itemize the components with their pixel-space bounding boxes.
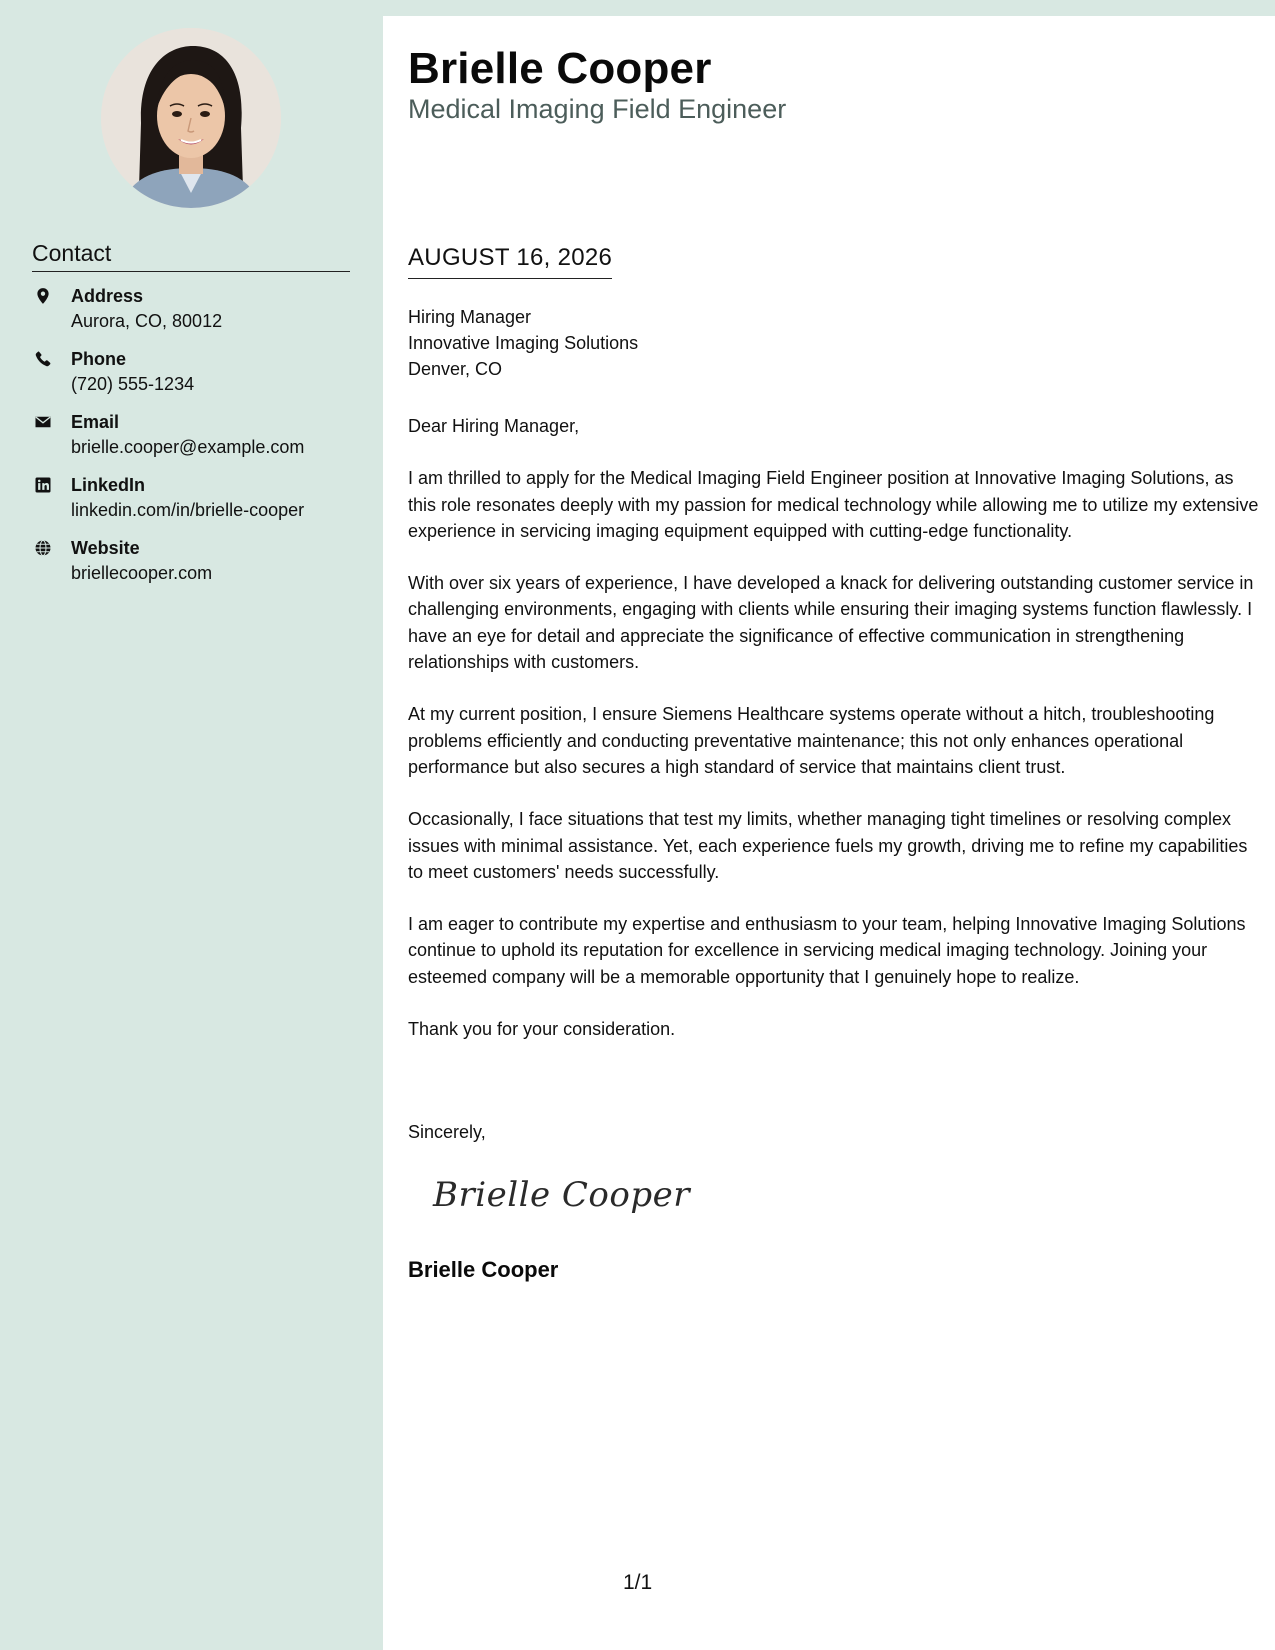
salutation: Dear Hiring Manager, <box>408 416 580 436</box>
body-paragraph: With over six years of experience, I have developed a knack for delivering outstanding customer service in challenging environments, engaging with clients while ensuring their imaging systems function flawlessly. I have an eye for detail and appreciate the significance of effective communication in strengthening relationships with customers. <box>408 573 1254 673</box>
job-title: Medical Imaging Field Engineer <box>408 94 787 124</box>
contact-label: Phone <box>71 349 127 369</box>
avatar <box>101 28 281 208</box>
sidebar <box>0 0 383 1650</box>
signer-name: Brielle Cooper <box>408 1257 559 1282</box>
letter-date: AUGUST 16, 2026 <box>408 244 612 279</box>
envelope-icon <box>34 413 52 431</box>
contact-item-linkedin <box>32 473 372 536</box>
globe-icon <box>34 539 52 557</box>
recipient-company: Innovative Imaging Solutions <box>408 333 639 353</box>
address-value: Aurora, CO, 80012 <box>71 311 223 331</box>
recipient-name: Hiring Manager <box>408 307 532 327</box>
body-paragraph: Thank you for your consideration. <box>408 1019 676 1040</box>
contact-label: LinkedIn <box>71 475 146 495</box>
letter-body <box>408 413 1263 1068</box>
applicant-name: Brielle Cooper <box>408 44 712 93</box>
body-paragraph: I am thrilled to apply for the Medical Imaging Field Engineer position at Innovative Imaging Solutions, as this role resonates deeply with my passion for medical technology while allowing me to utilize my extensive experience in servicing imaging equipment equipped with cutting-edge functionality. <box>408 468 1259 541</box>
contact-item-address <box>32 284 372 347</box>
closing: Sincerely, <box>408 1122 486 1142</box>
recipient-location: Denver, CO <box>408 359 503 379</box>
profile-photo <box>101 28 281 208</box>
letter-page <box>383 16 1275 1650</box>
recipient-block <box>408 304 638 382</box>
body-paragraph: Occasionally, I face situations that test my limits, whether managing tight timelines or resolving complex issues with minimal assistance. Yet, each experience fuels my growth, driving me to refine my capabilities to meet customers' needs successfully. <box>408 809 1248 882</box>
email-link[interactable]: brielle.cooper@example.com <box>71 437 305 457</box>
phone-icon <box>34 350 52 368</box>
linkedin-icon <box>34 476 52 494</box>
body-paragraph: I am eager to contribute my expertise and enthusiasm to your team, helping Innovative Imaging Solutions continue to uphold its reputation for excellence in servicing medical imaging technology. Joining your esteemed company will be a memorable opportunity that I genuinely hope to realize. <box>408 914 1246 987</box>
contact-label: Website <box>71 538 140 558</box>
contact-label: Email <box>71 412 120 432</box>
page-number: 1/1 <box>623 1571 653 1594</box>
contact-item-phone <box>32 347 372 410</box>
contact-item-website <box>32 536 372 599</box>
website-link[interactable]: briellecooper.com <box>71 563 213 583</box>
contact-label: Address <box>71 286 144 306</box>
contact-list <box>32 284 372 599</box>
body-paragraph: At my current position, I ensure Siemens Healthcare systems operate without a hitch, troubleshooting problems efficiently and conducting preventative maintenance; this not only enhances operational performance but also secures a high standard of service that maintains client trust. <box>408 704 1215 777</box>
location-pin-icon <box>34 287 52 305</box>
contact-heading: Contact <box>32 240 350 272</box>
linkedin-link[interactable]: linkedin.com/in/brielle-cooper <box>71 500 305 520</box>
phone-value: (720) 555-1234 <box>71 374 195 394</box>
signature: Brielle Cooper <box>433 1175 691 1215</box>
contact-item-email <box>32 410 372 473</box>
